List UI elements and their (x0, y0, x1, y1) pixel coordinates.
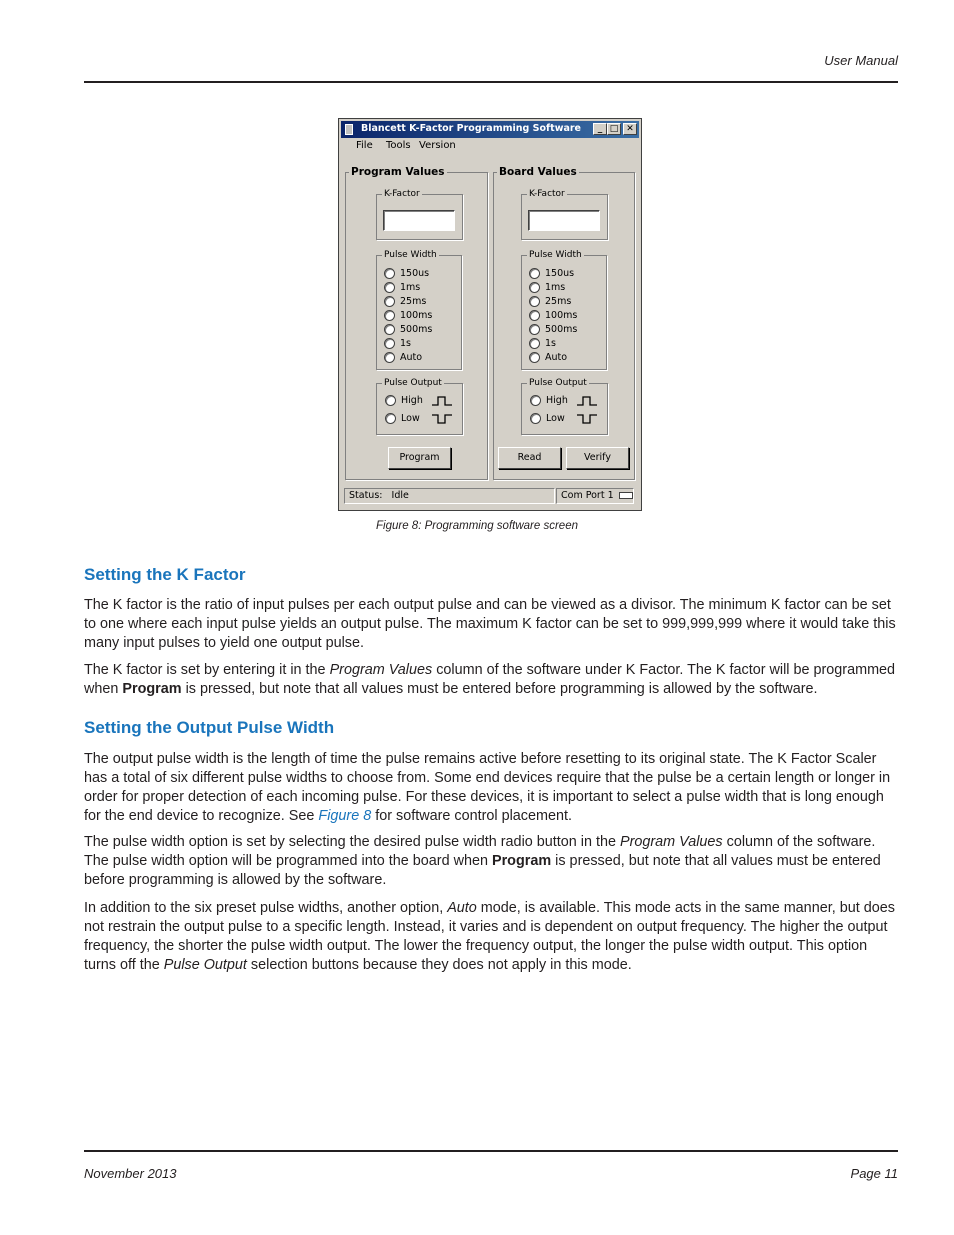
radio-label: 1s (545, 338, 556, 349)
read-button[interactable]: Read (498, 447, 561, 469)
radio-icon (529, 352, 540, 363)
status-bar (344, 488, 555, 504)
radio-label: Low (401, 413, 420, 424)
radio-label: High (401, 395, 423, 406)
radio-icon (384, 296, 395, 307)
board-pulse-output-group (521, 378, 608, 435)
program-kfactor-label: K-Factor (384, 189, 420, 199)
radio-icon (384, 282, 395, 293)
program-values-heading: Program Values (351, 166, 445, 178)
radio-label: Auto (400, 352, 423, 363)
program-pulse-width-group (376, 250, 462, 370)
radio-icon (384, 324, 395, 335)
status-value: Idle (391, 490, 409, 501)
program-values-panel (345, 166, 488, 480)
menu-file[interactable]: File (356, 140, 373, 151)
radio-label: 100ms (400, 310, 433, 321)
radio-label: 150us (545, 268, 575, 279)
board-pulse-output-label: Pulse Output (529, 378, 587, 388)
board-kfactor-label: K-Factor (529, 189, 565, 199)
board-pulse-width-label: Pulse Width (529, 250, 582, 260)
program-kfactor-group (376, 189, 463, 240)
radio-label: 500ms (400, 324, 433, 335)
k-factor-paragraph-2: The K factor is set by entering it in the Program Values column of the software under K Factor. The K factor will be programmed when Program is pressed, but note that all values must be entered before programming is allowed by the software. (84, 662, 896, 697)
radio-label: 150us (400, 268, 430, 279)
radio-icon (529, 338, 540, 349)
radio-label: High (546, 395, 568, 406)
program-kfactor-input[interactable] (383, 210, 455, 231)
radio-icon (384, 310, 395, 321)
port-indicator-icon (619, 492, 633, 499)
pulse-width-paragraph-2: The pulse width option is set by selecting the desired pulse width radio button in the Program Values column of the software. The pulse width option will be programmed into the board when Program is pressed, but note that all values must be entered before programming is allowed by the software. (84, 834, 881, 888)
board-values-panel (493, 166, 635, 480)
com-port-label: Com Port 1 (561, 490, 614, 501)
pulse-low-icon (576, 413, 598, 425)
radio-icon (530, 413, 541, 424)
pulse-high-icon (576, 395, 598, 407)
verify-button[interactable]: Verify (566, 447, 629, 469)
board-kfactor-group (521, 189, 608, 240)
footer-date: November 2013 (84, 1166, 177, 1181)
radio-label: 1ms (545, 282, 566, 293)
radio-label: 25ms (400, 296, 427, 307)
window-title: Blancett K-Factor Programming Software (361, 123, 582, 134)
window-titlebar (341, 121, 639, 138)
radio-label: 1ms (400, 282, 421, 293)
program-pulse-width-label: Pulse Width (384, 250, 437, 260)
radio-icon (384, 268, 395, 279)
radio-icon (529, 310, 540, 321)
radio-icon (529, 296, 540, 307)
app-icon (345, 124, 353, 135)
radio-label: 100ms (545, 310, 578, 321)
menu-bar (341, 139, 639, 155)
radio-label: Low (546, 413, 565, 424)
radio-icon (530, 395, 541, 406)
maximize-icon[interactable]: □ (607, 123, 621, 135)
software-window (338, 118, 642, 511)
radio-label: 1s (400, 338, 411, 349)
program-pulse-output-label: Pulse Output (384, 378, 442, 388)
board-values-heading: Board Values (499, 166, 577, 178)
radio-icon (529, 324, 540, 335)
header-title: User Manual (824, 53, 898, 68)
footer-page-number: Page 11 (850, 1166, 898, 1181)
radio-icon (384, 338, 395, 349)
close-icon[interactable]: ✕ (623, 123, 637, 135)
radio-icon (385, 413, 396, 424)
figure-caption: Figure 8: Programming software screen (376, 520, 578, 532)
program-pulse-output-group (376, 378, 463, 435)
k-factor-paragraph-1: The K factor is the ratio of input pulses per each output pulse and can be viewed as a divisor. The minimum K factor can be set to one where each input pulse yields an output pulse. The maximum K factor can be set to 999,999,999 where it would take this many input pulses to yield one output pulse. (84, 597, 896, 651)
radio-label: Auto (545, 352, 568, 363)
pulse-high-icon (431, 395, 453, 407)
radio-icon (529, 282, 540, 293)
radio-label: 500ms (545, 324, 578, 335)
board-pulse-width-group (521, 250, 607, 370)
radio-label: 25ms (545, 296, 572, 307)
header-rule (84, 81, 898, 83)
board-kfactor-input[interactable] (528, 210, 600, 231)
figure-link[interactable]: Figure 8 (318, 808, 372, 824)
menu-tools[interactable]: Tools (386, 140, 411, 151)
section-heading-pulse-width: Setting the Output Pulse Width (84, 718, 335, 737)
pulse-width-paragraph-3: In addition to the six preset pulse widths, another option, Auto mode, is available. This mode acts in the same manner, but does not restrain the output pulse to a specific length. Instead, it varies and is dependent on output frequency. The higher the output frequency, the shorter the pulse width output. The lower the frequency output, the longer the pulse width output. This option turns off the Pulse Output selection buttons because they does not apply in this mode. (84, 900, 895, 973)
radio-icon (384, 352, 395, 363)
radio-icon (385, 395, 396, 406)
pulse-low-icon (431, 413, 453, 425)
footer-rule (84, 1150, 898, 1152)
pulse-width-paragraph-1: The output pulse width is the length of time the pulse remains active before resetting to its original state. The K Factor Scaler has a total of six different pulse widths to choose from. Some end devices require that the pulse be a certain length or longer in order for proper detection of each incoming pulse. For these devices, it is important to select a pulse width that is long enough for the end device to recognize. See Figure 8 for software control placement. (84, 751, 891, 824)
menu-version[interactable]: Version (419, 140, 456, 151)
radio-icon (529, 268, 540, 279)
section-heading-k-factor: Setting the K Factor (84, 565, 246, 584)
minimize-icon[interactable]: _ (593, 123, 607, 135)
program-button[interactable]: Program (388, 447, 451, 469)
status-label: Status: (349, 490, 383, 501)
com-port-panel (556, 488, 634, 504)
